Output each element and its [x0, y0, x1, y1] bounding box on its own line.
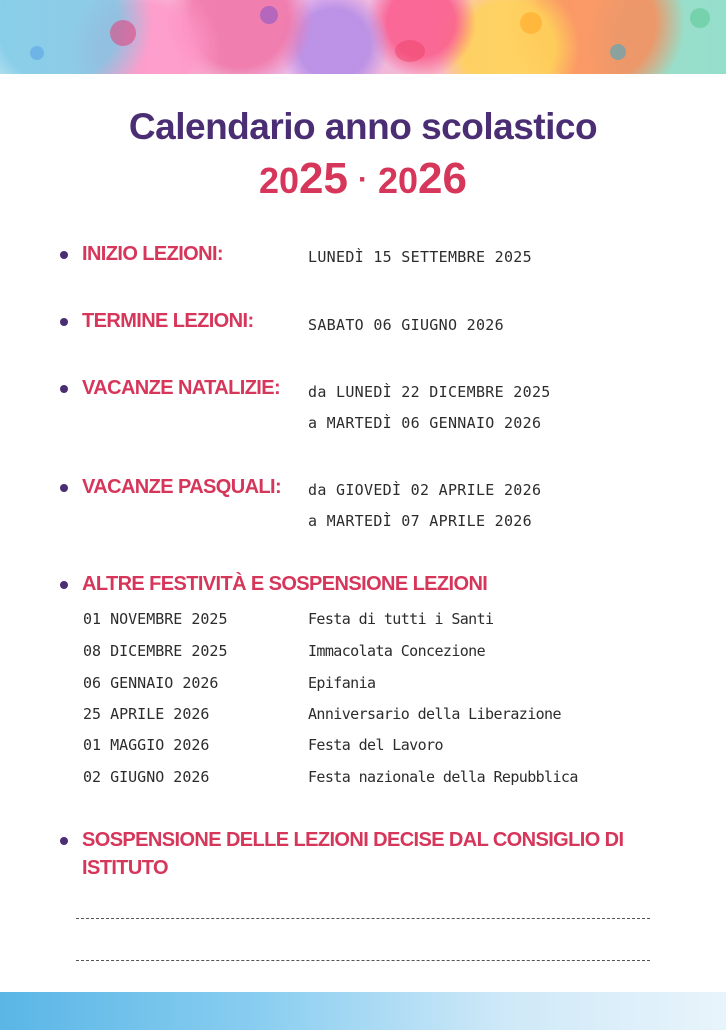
school-year	[0, 154, 726, 204]
festivita-date: 02 GIUGNO 2026	[83, 768, 210, 786]
festivita-label: ALTRE FESTIVITÀ E SOSPENSIONE LEZIONI	[82, 573, 488, 595]
bullet-icon	[60, 251, 68, 259]
natale-from: da LUNEDÌ 22 DICEMBRE 2025	[308, 383, 551, 401]
inizio-label: INIZIO LEZIONI:	[82, 243, 223, 265]
bullet-icon	[60, 385, 68, 393]
page-title: Calendario anno scolastico	[128, 106, 598, 147]
blank-line	[76, 918, 650, 919]
festivita-desc: Festa nazionale della Repubblica	[308, 768, 578, 786]
festivita-desc: Anniversario della Liberazione	[308, 705, 561, 723]
blank-line	[76, 960, 650, 961]
festivita-desc: Festa di tutti i Santi	[308, 610, 494, 628]
bullet-icon	[60, 837, 68, 845]
consiglio-label-line2: ISTITUTO	[82, 857, 168, 879]
pasqua-from: da GIOVEDÌ 02 APRILE 2026	[308, 481, 542, 499]
year-end-prefix: 20	[378, 160, 419, 201]
year-start-prefix: 20	[259, 160, 300, 201]
bullet-icon	[60, 318, 68, 326]
festivita-date: 06 GENNAIO 2026	[83, 674, 219, 692]
footer-band	[0, 992, 726, 1030]
festivita-date: 08 DICEMBRE 2025	[83, 642, 228, 660]
pasqua-to: a MARTEDÌ 07 APRILE 2026	[308, 512, 532, 530]
natale-to: a MARTEDÌ 06 GENNAIO 2026	[308, 414, 542, 432]
festivita-desc: Immacolata Concezione	[308, 642, 486, 660]
year-end-suffix: 26	[418, 154, 467, 203]
festivita-desc: Epifania	[308, 674, 376, 692]
termine-value: SABATO 06 GIUGNO 2026	[308, 316, 504, 334]
festivita-desc: Festa del Lavoro	[308, 736, 443, 754]
festivita-date: 01 MAGGIO 2026	[83, 736, 210, 754]
festivita-date: 01 NOVEMBRE 2025	[83, 610, 228, 628]
inizio-value: LUNEDÌ 15 SETTEMBRE 2025	[308, 248, 532, 266]
pasqua-label: VACANZE PASQUALI:	[82, 476, 282, 498]
termine-label: TERMINE LEZIONI:	[82, 310, 254, 332]
bullet-icon	[60, 581, 68, 589]
consiglio-label-line1: SOSPENSIONE DELLE LEZIONI DECISE DAL CONSIGLIO DI	[82, 829, 624, 851]
watercolor-banner	[0, 0, 726, 74]
natale-label: VACANZE NATALIZIE:	[82, 377, 281, 399]
year-separator: ·	[358, 163, 368, 196]
festivita-date: 25 APRILE 2026	[83, 705, 210, 723]
year-start-suffix: 25	[299, 154, 348, 203]
bullet-icon	[60, 484, 68, 492]
